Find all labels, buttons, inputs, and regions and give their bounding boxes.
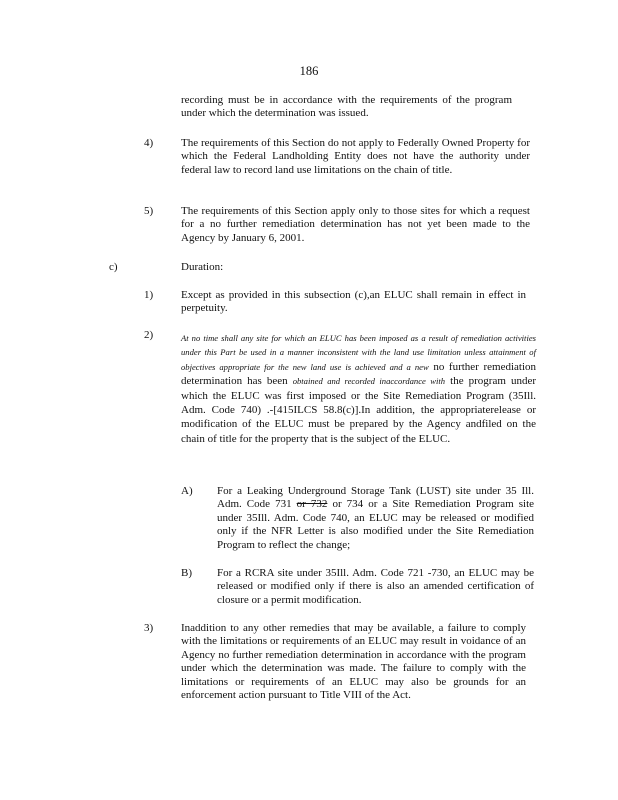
item-4-label: 4) [144, 137, 154, 149]
continuation-text: recording must be in accordance with the requirements of the program under which the determination was issued. [181, 94, 512, 120]
c1-paragraph [181, 289, 526, 316]
subitem-b-label: B) [181, 567, 192, 579]
c2-small-text-2: obtained and recorded inaccordance with [292, 376, 446, 387]
subitem-a-paragraph [217, 485, 534, 552]
subitem-a-text-before: For a Leaking Underground Storage Tank (LUST) site under 35 Ill. Adm. Code 731 [217, 485, 534, 511]
c2-paragraph [181, 331, 536, 446]
section-c-heading: Duration: [181, 261, 224, 273]
c2-text-a: no further remediation determination has been [181, 360, 537, 388]
subitem-a-text-after: or 734 or a Site Remediation Program site under 35Ill. Adm. Code 740, an ELUC may be released or modified only if the NFR Letter is also modified under the Site Remediation Program to reflect the change; [217, 498, 535, 551]
c1-text: Except as provided in this subsection (c),an ELUC shall remain in effect in perpetuity. [181, 289, 526, 315]
c2-small-text: At no time shall any site for which an ELUC has been imposed as a result of remediation activities under this Part be used in a manner inconsistent with the land use limitation unless attainment of objectives appropriate for the new land use is achieved and a new [181, 333, 536, 372]
c3-paragraph [181, 622, 526, 702]
item-5-paragraph [181, 205, 530, 245]
item-4-paragraph [181, 137, 530, 177]
c3-label: 3) [144, 622, 154, 634]
c3-text: Inaddition to any other remedies that may be available, a failure to comply with the limitations or requirements of an ELUC may result in voidance of an Agency no further remediation determination in accordance with the program under which the determination was made. The failure to comply with the limitations or requirements of an ELUC may also be grounds for an enforcement action pursuant to Title VIII of the Act. [181, 622, 526, 702]
c2-label: 2) [144, 329, 154, 341]
c2-body [181, 331, 536, 446]
subitem-a-struck-text: or 732 [296, 498, 328, 511]
subitem-b-text: For a RCRA site under 35Ill. Adm. Code 721 -730, an ELUC may be released or modified only if there is also an amended certification of closure or a permit modification. [217, 567, 534, 606]
item-5-label: 5) [144, 205, 154, 217]
subitem-a-label: A) [181, 485, 193, 497]
section-c-label: c) [109, 261, 118, 273]
continuation-paragraph [181, 94, 512, 121]
item-4-text: The requirements of this Section do not apply to Federally Owned Property for which the Federal Landholding Entity does not have the authority under federal law to record land use limitations on the chain of title. [181, 137, 530, 176]
c2-text-b: the program under which the ELUC was first imposed or the Site Remediation Program (35Ill. Adm. Code 740) .-[415ILCS 58.8(c)].In addition, the appropriaterelease or modification of the ELUC must be prepared by the Agency andfiled on the chain of title for the property that is the subject of the ELUC. [181, 375, 537, 445]
subitem-b-paragraph [217, 567, 534, 607]
page-number: 186 [299, 64, 319, 78]
subitem-a-body [217, 485, 534, 552]
item-5-text: The requirements of this Section apply only to those sites for which a request for a no further remediation determination has not yet been made to the Agency by January 6, 2001. [181, 205, 530, 244]
c1-label: 1) [144, 289, 154, 301]
